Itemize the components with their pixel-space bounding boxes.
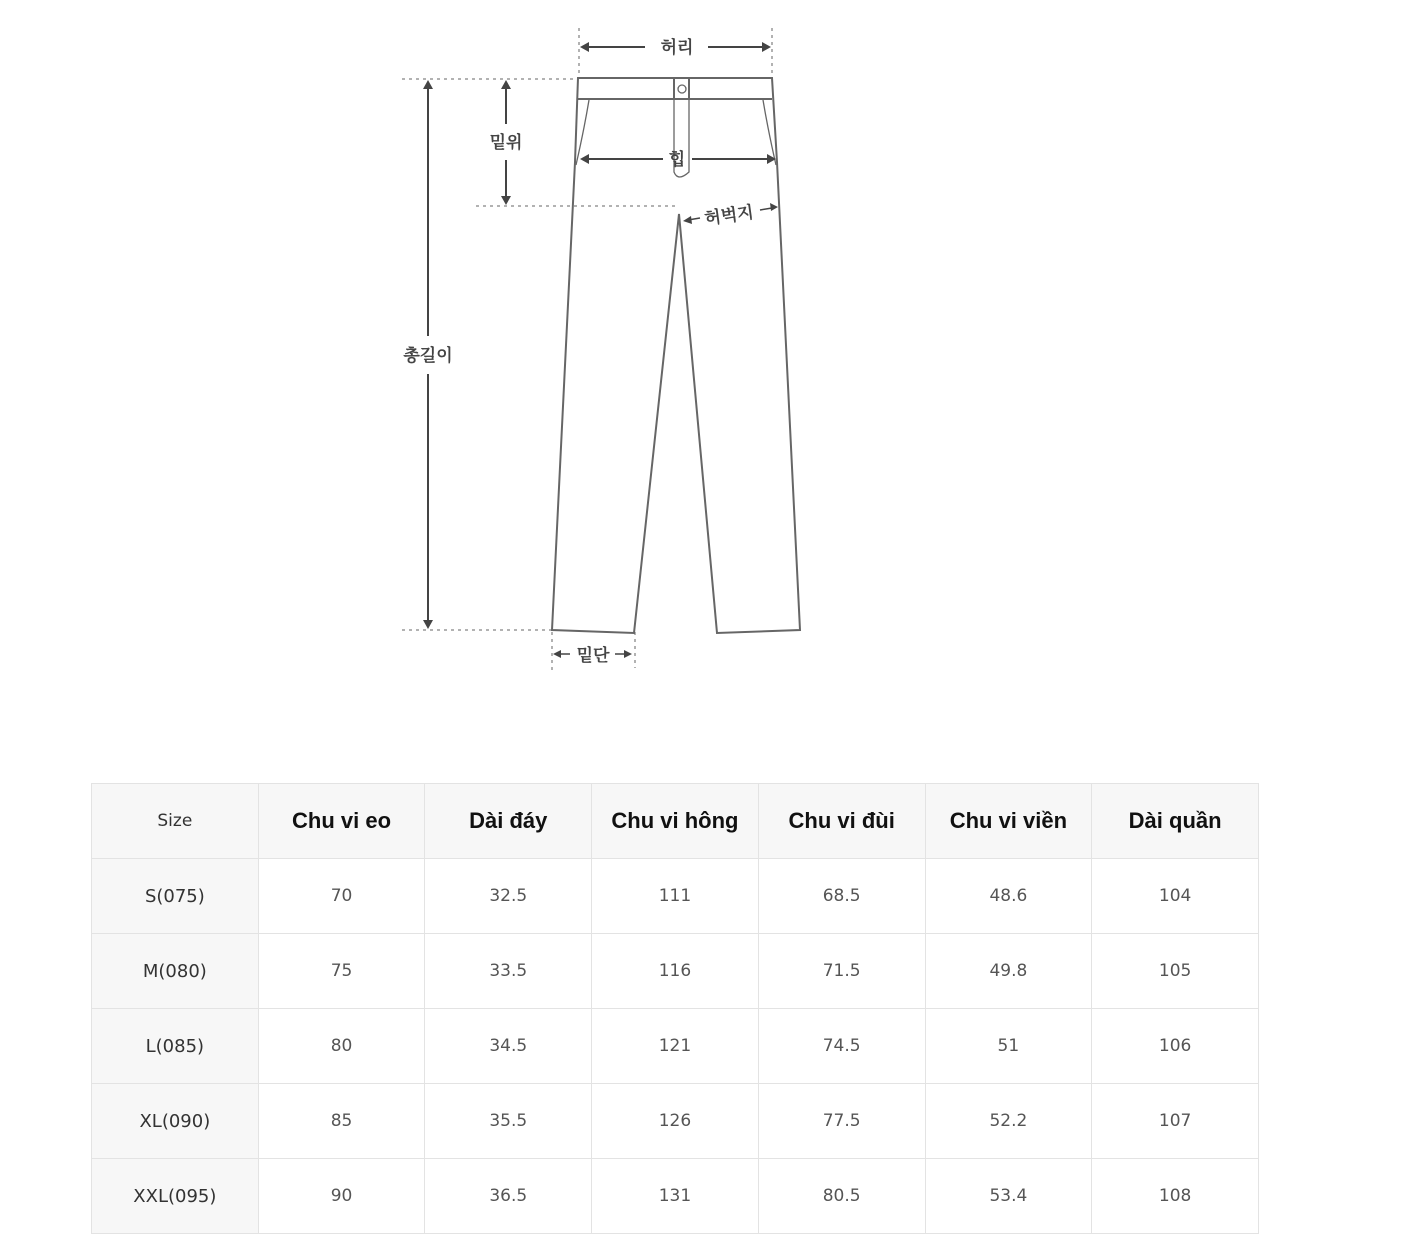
table-cell: 80.5 bbox=[758, 1159, 925, 1234]
table-cell: 106 bbox=[1092, 1009, 1259, 1084]
table-cell: 33.5 bbox=[425, 934, 592, 1009]
table-cell: 116 bbox=[592, 934, 759, 1009]
table-cell: 75 bbox=[258, 934, 425, 1009]
waist-label: 허리 bbox=[660, 38, 694, 58]
size-cell: S(075) bbox=[92, 859, 259, 934]
column-header-hem: Chu vi viền bbox=[925, 784, 1092, 859]
column-header-size: Size bbox=[92, 784, 259, 859]
table-cell: 131 bbox=[592, 1159, 759, 1234]
table-cell: 74.5 bbox=[758, 1009, 925, 1084]
rise-label: 밑위 bbox=[489, 133, 523, 153]
table-cell: 105 bbox=[1092, 934, 1259, 1009]
table-cell: 104 bbox=[1092, 859, 1259, 934]
table-cell: 77.5 bbox=[758, 1084, 925, 1159]
table-cell: 85 bbox=[258, 1084, 425, 1159]
table-header-row bbox=[92, 784, 1259, 859]
table-cell: 111 bbox=[592, 859, 759, 934]
column-header-length: Dài quần bbox=[1092, 784, 1259, 859]
size-table bbox=[91, 783, 1259, 1234]
table-cell: 48.6 bbox=[925, 859, 1092, 934]
thigh-label: 허벅지 bbox=[703, 202, 755, 230]
guide-lines bbox=[402, 28, 772, 672]
table-cell: 70 bbox=[258, 859, 425, 934]
table-cell: 53.4 bbox=[925, 1159, 1092, 1234]
table-cell: 80 bbox=[258, 1009, 425, 1084]
table-cell: 107 bbox=[1092, 1084, 1259, 1159]
table-cell: 68.5 bbox=[758, 859, 925, 934]
column-header-hip: Chu vi hông bbox=[592, 784, 759, 859]
column-header-rise: Dài đáy bbox=[425, 784, 592, 859]
table-cell: 108 bbox=[1092, 1159, 1259, 1234]
table-row bbox=[92, 1084, 1259, 1159]
table-row bbox=[92, 1159, 1259, 1234]
hip-label: 힙 bbox=[668, 150, 686, 170]
size-cell: M(080) bbox=[92, 934, 259, 1009]
table-cell: 121 bbox=[592, 1009, 759, 1084]
table-cell: 32.5 bbox=[425, 859, 592, 934]
table-cell: 52.2 bbox=[925, 1084, 1092, 1159]
table-cell: 90 bbox=[258, 1159, 425, 1234]
column-header-thigh: Chu vi đùi bbox=[758, 784, 925, 859]
measurement-arrows bbox=[423, 42, 778, 658]
table-row bbox=[92, 934, 1259, 1009]
hem-label: 밑단 bbox=[576, 646, 610, 666]
table-cell: 36.5 bbox=[425, 1159, 592, 1234]
size-cell: L(085) bbox=[92, 1009, 259, 1084]
table-cell: 49.8 bbox=[925, 934, 1092, 1009]
table-cell: 126 bbox=[592, 1084, 759, 1159]
table-cell: 51 bbox=[925, 1009, 1092, 1084]
size-cell: XXL(095) bbox=[92, 1159, 259, 1234]
column-header-waist: Chu vi eo bbox=[258, 784, 425, 859]
table-cell: 35.5 bbox=[425, 1084, 592, 1159]
total-length-label: 총길이 bbox=[403, 346, 453, 366]
table-row bbox=[92, 1009, 1259, 1084]
table-cell: 71.5 bbox=[758, 934, 925, 1009]
table-row bbox=[92, 859, 1259, 934]
button-icon bbox=[678, 85, 686, 93]
table-cell: 34.5 bbox=[425, 1009, 592, 1084]
size-cell: XL(090) bbox=[92, 1084, 259, 1159]
